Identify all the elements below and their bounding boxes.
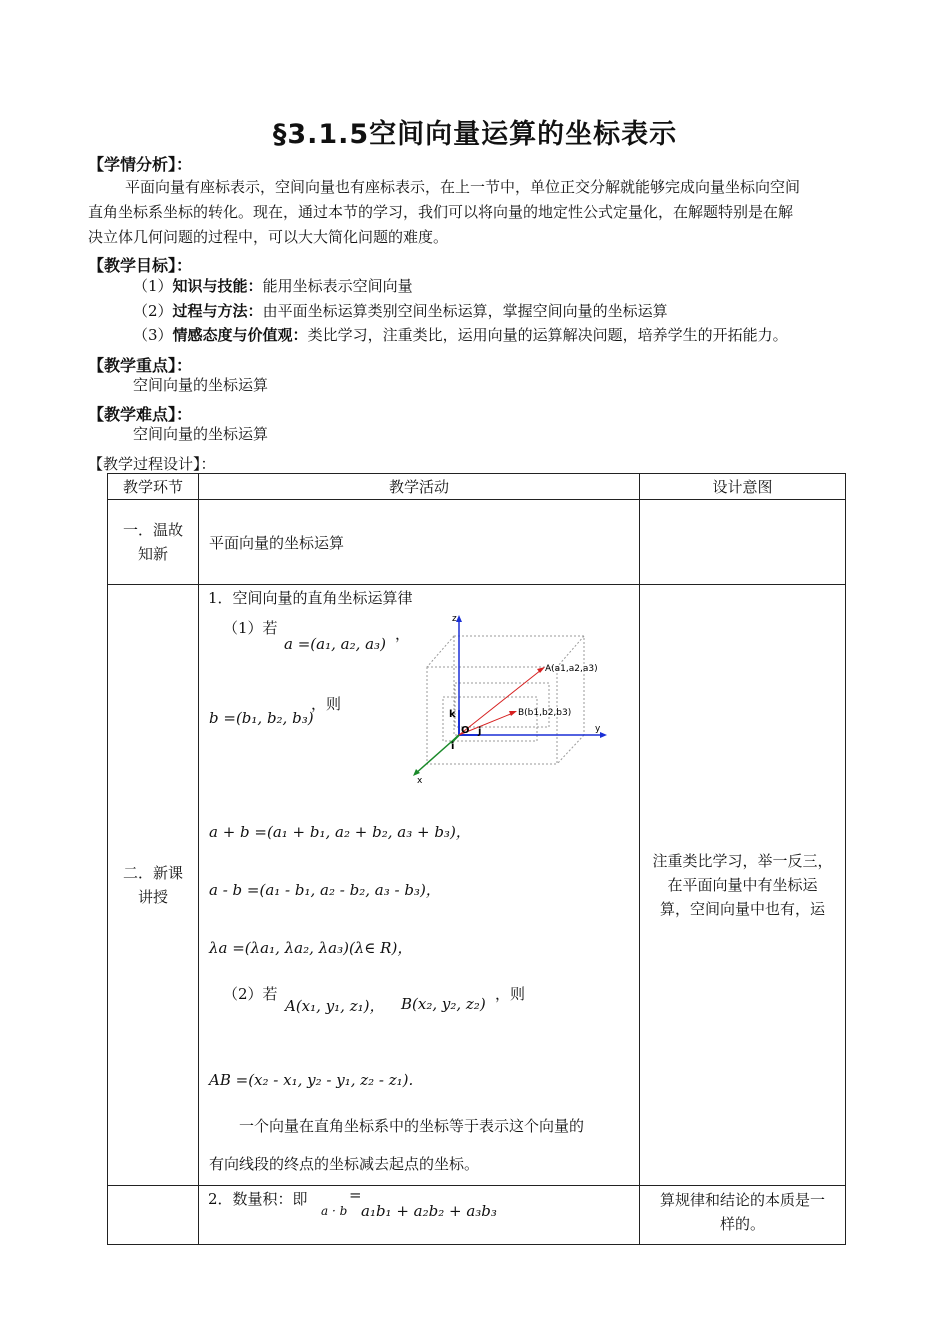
z-axis-arrow (456, 615, 462, 622)
goal-3: （3）情感态度与价值观：类比学习，注重类比，运用向量的运算解决问题，培养学生的开拓能力。 (133, 326, 788, 344)
goals-heading: 【教学目标】： (88, 256, 193, 275)
note-line-2: 有向线段的终点的坐标减去起点的坐标。 (209, 1155, 480, 1173)
label-x: x (417, 776, 423, 783)
goal-1: （1）知识与技能：能用坐标表示空间向量 (133, 277, 413, 295)
header-intent: 设计意图 (640, 474, 846, 500)
eq-sum: a + b =(a₁ + b₁, a₂ + b₂, a₃ + b₃)， (209, 823, 471, 841)
header-stage: 教学环节 (108, 474, 199, 500)
difficulty-text: 空间向量的坐标运算 (133, 425, 269, 443)
item2-title: 2．数量积：即 (208, 1190, 308, 1208)
eq-ab: AB =(x₂ - x₁, y₂ - y₁, z₂ - z₁). (209, 1071, 414, 1089)
analysis-line-3: 决立体几何问题的过程中，可以大大简化问题的难度。 (88, 228, 449, 246)
analysis-heading: 【学情分析】： (88, 155, 193, 174)
row2-activity (199, 585, 640, 1186)
row3-activity (199, 1186, 640, 1245)
item1-title: 1．空间向量的直角坐标运算律 (208, 589, 413, 607)
row1-intent (640, 500, 846, 585)
if-1: （1）若 (223, 619, 278, 637)
then-1: ，则 (311, 695, 342, 713)
key-text: 空间向量的坐标运算 (133, 376, 269, 394)
note-line-1: 一个向量在直角坐标系中的坐标等于表示这个向量的 (239, 1117, 585, 1135)
vector-oa (459, 670, 541, 735)
label-origin: O (461, 725, 470, 736)
label-j: j (478, 726, 482, 737)
page-title: §3.1.5空间向量运算的坐标表示 (272, 119, 678, 150)
row2-intent: 注重类比学习，举一反三， 在平面向量中有坐标运 算，空间向量中也有，运 (640, 585, 846, 1186)
vector-ob-arrow (509, 711, 517, 716)
eq-dot-equals: = (349, 1186, 362, 1204)
label-i: i (451, 741, 455, 752)
process-heading: 【教学过程设计】： (88, 455, 216, 473)
eq-point-b: B(x₂, y₂, z₂) (401, 995, 486, 1013)
difficulty-heading: 【教学难点】： (88, 405, 193, 424)
coordinate-diagram (407, 613, 617, 783)
analysis-line-2: 直角坐标系坐标的转化。现在，通过本节的学习，我们可以将向量的地定性公式定量化，在解题特别是在解 (88, 203, 794, 221)
goal-2: （2）过程与方法：由平面坐标运算类别空间坐标运算，掌握空间向量的坐标运算 (133, 302, 668, 320)
eq-diff: a - b =(a₁ - b₁, a₂ - b₂, a₃ - b₃)， (209, 881, 441, 899)
key-heading: 【教学重点】： (88, 356, 193, 375)
row1-activity: 平面向量的坐标运算 (199, 500, 640, 585)
eq-b: b =(b₁, b₂, b₃) (209, 709, 314, 727)
eq-point-a: A(x₁, y₁, z₁)， (285, 997, 385, 1015)
eq-dot-right: a₁b₁ + a₂b₂ + a₃b₃ (361, 1202, 497, 1220)
eq-scalar: λa =(λa₁, λa₂, λa₃)(λ∈ R)， (209, 939, 413, 957)
eq-a: a =(a₁, a₂, a₃) (284, 635, 386, 653)
header-activity: 教学活动 (199, 474, 640, 500)
teaching-process-table (107, 473, 846, 1245)
then-2: ，则 (495, 985, 526, 1003)
label-z: z (452, 614, 457, 624)
y-axis-arrow (600, 732, 607, 738)
row1-stage: 一．温故 知新 (108, 500, 199, 585)
analysis-line-1: 平面向量有座标表示，空间向量也有座标表示，在上一节中，单位正交分解就能够完成向量坐标向空间 (125, 178, 801, 196)
label-k: k (449, 709, 456, 720)
row3-intent: 算规律和结论的本质是一 样的。 (640, 1186, 846, 1245)
eq-dot-left: a · b (321, 1204, 348, 1218)
label-y: y (595, 724, 601, 734)
label-point-a: A(a1,a2,a3) (545, 664, 598, 674)
comma-1: ， (395, 625, 411, 643)
label-point-b: B(b1,b2,b3) (518, 708, 572, 718)
if-2: （2）若 (223, 985, 278, 1003)
row2-stage: 二．新课 讲授 (108, 585, 199, 1186)
row3-stage (108, 1186, 199, 1245)
